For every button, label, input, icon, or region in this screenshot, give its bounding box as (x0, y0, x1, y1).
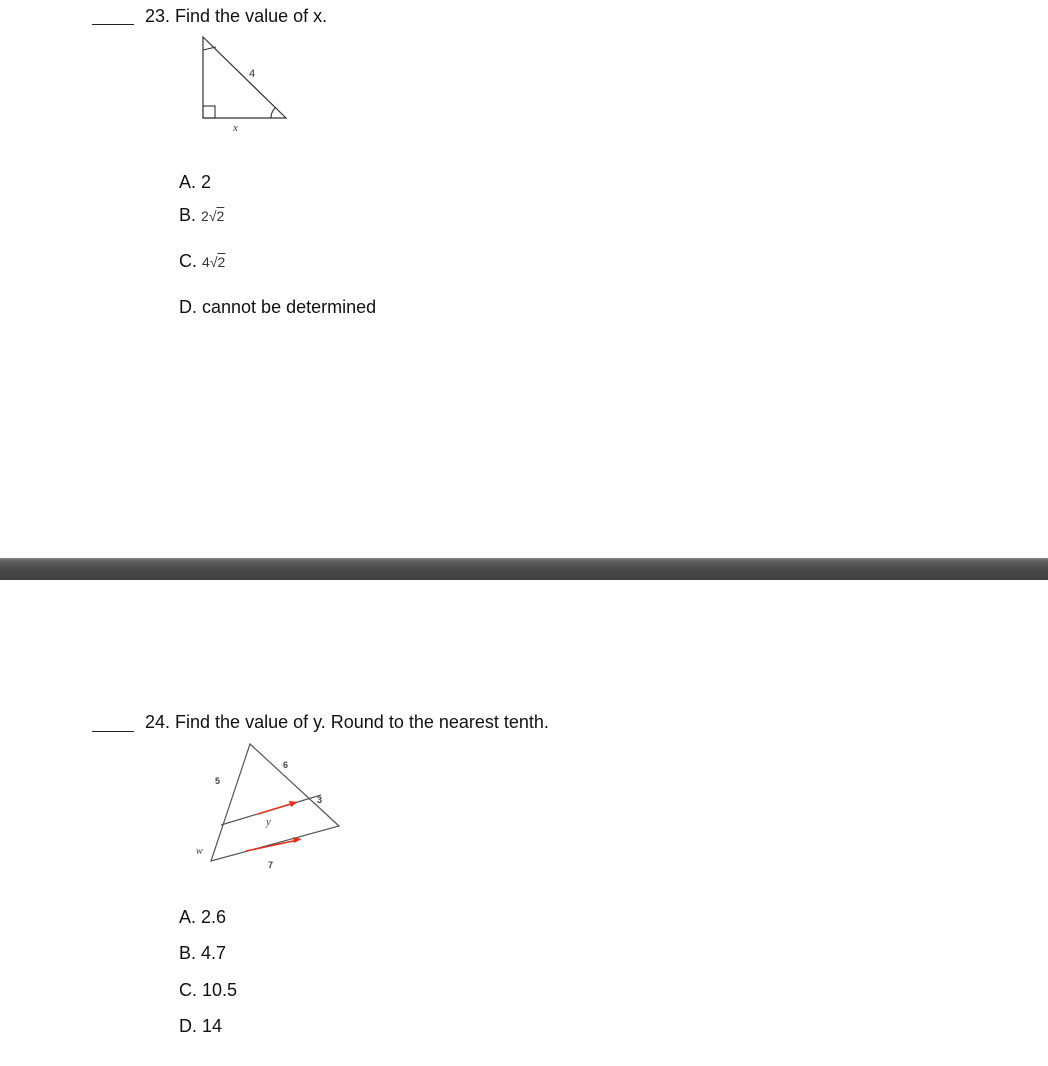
radical-radicand: 2 (217, 254, 226, 270)
q24-label-5: 5 (215, 776, 221, 786)
answer-blank-23 (92, 24, 134, 25)
option-value: 2 (201, 172, 212, 192)
option-letter: B. (179, 205, 197, 225)
answer-blank-24 (92, 731, 134, 732)
option-value: cannot be determined (202, 297, 377, 317)
option-value: 10.5 (202, 980, 238, 1000)
q24-label-w: w (196, 846, 203, 857)
option-letter: C. (179, 251, 197, 271)
q24-option-c (179, 980, 237, 1001)
q24-label-7: 7 (268, 860, 274, 870)
q24-label-y: y (266, 816, 271, 828)
q24-option-d (179, 1016, 222, 1037)
q23-option-b (179, 205, 224, 226)
option-letter: A. (179, 172, 197, 192)
q24-option-b (179, 943, 226, 964)
q23-hyp-label: 4 (249, 68, 256, 80)
option-value: 14 (202, 1016, 223, 1036)
radical-coef: 4 (202, 254, 210, 270)
question-23-label: 23. Find the value of x. (145, 6, 328, 26)
question-24-text (145, 712, 549, 733)
option-value: 2.6 (201, 907, 227, 927)
q24-triangle-figure (190, 740, 350, 880)
page-divider (0, 558, 1048, 580)
q24-label-6: 6 (283, 760, 289, 770)
option-letter: C. (179, 980, 197, 1000)
q23-option-d (179, 297, 376, 318)
question-24-label: 24. Find the value of y. Round to the nearest tenth. (145, 712, 549, 732)
radical-coef: 2 (201, 208, 209, 224)
radical-radicand: 2 (216, 208, 225, 224)
q24-label-3: 3 (317, 795, 323, 805)
option-radical: 4√2 (202, 254, 226, 270)
option-letter: D. (179, 297, 197, 317)
q23-triangle-figure (195, 34, 295, 134)
q24-option-a (179, 907, 226, 928)
q23-option-a (179, 172, 211, 193)
q23-option-c (179, 251, 225, 272)
option-radical: 2√2 (201, 208, 225, 224)
question-23-text (145, 6, 327, 27)
option-value: 4.7 (201, 943, 227, 963)
option-letter: D. (179, 1016, 197, 1036)
q23-leg-label: x (233, 122, 238, 134)
option-letter: B. (179, 943, 197, 963)
option-letter: A. (179, 907, 197, 927)
